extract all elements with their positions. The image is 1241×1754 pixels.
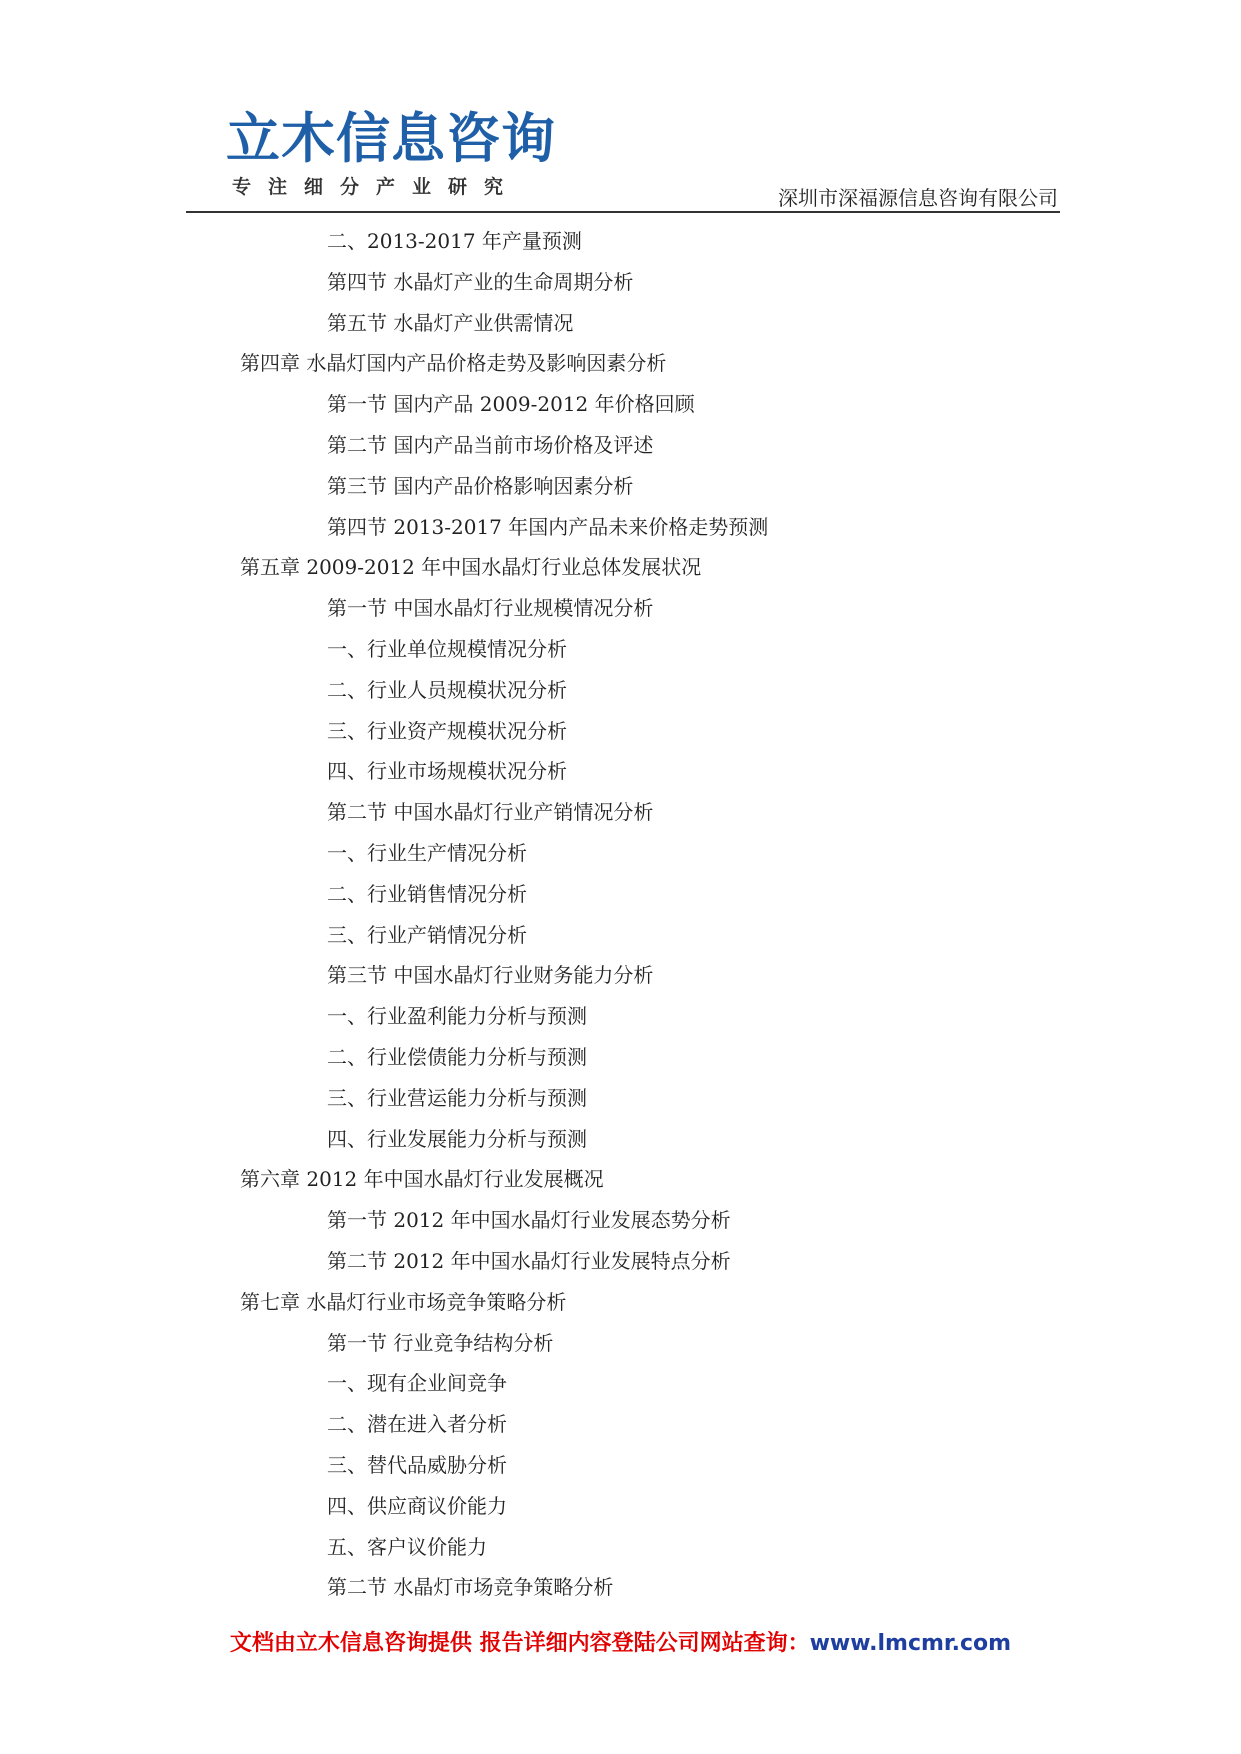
logo-subtitle: 专注细分产业研究 (232, 176, 521, 198)
toc-entry: 第四节 水晶灯产业的生命周期分析 (327, 269, 634, 294)
company-name: 深圳市深福源信息咨询有限公司 (778, 186, 1058, 210)
toc-entry: 四、行业发展能力分析与预测 (327, 1126, 587, 1151)
toc-entry: 第一节 中国水晶灯行业规模情况分析 (327, 596, 654, 621)
toc-entry: 四、供应商议价能力 (327, 1493, 507, 1518)
footer (0, 1626, 1241, 1657)
toc-entry: 二、行业偿债能力分析与预测 (327, 1044, 587, 1069)
toc-entry: 第二节 2012 年中国水晶灯行业发展特点分析 (327, 1248, 731, 1273)
toc-entry: 五、客户议价能力 (327, 1534, 487, 1559)
toc-entry: 三、行业资产规模状况分析 (327, 718, 567, 743)
toc-chapter: 第七章 水晶灯行业市场竞争策略分析 (240, 1289, 567, 1314)
toc-entry: 二、行业销售情况分析 (327, 881, 527, 906)
toc-entry: 一、行业盈利能力分析与预测 (327, 1004, 587, 1029)
footer-text: 文档由立木信息咨询提供 报告详细内容登陆公司网站查询： (229, 1631, 810, 1656)
toc-entry: 第一节 2012 年中国水晶灯行业发展态势分析 (327, 1208, 731, 1233)
toc-entry: 三、行业产销情况分析 (327, 922, 527, 947)
toc-entry: 四、行业市场规模状况分析 (327, 759, 567, 784)
footer-website-link[interactable]: www.lmcmr.com (809, 1631, 1012, 1656)
toc-chapter: 第六章 2012 年中国水晶灯行业发展概况 (240, 1167, 604, 1192)
toc-entry: 第一节 行业竞争结构分析 (327, 1330, 554, 1355)
toc-entry: 一、现有企业间竞争 (327, 1371, 507, 1396)
toc-chapter: 第五章 2009-2012 年中国水晶灯行业总体发展状况 (240, 555, 702, 580)
table-of-contents (0, 224, 1241, 1611)
toc-entry: 第二节 水晶灯市场竞争策略分析 (327, 1575, 614, 1600)
logo (226, 108, 556, 199)
toc-chapter: 第四章 水晶灯国内产品价格走势及影响因素分析 (240, 351, 667, 376)
toc-entry: 第二节 国内产品当前市场价格及评述 (327, 432, 654, 457)
toc-entry: 三、行业营运能力分析与预测 (327, 1085, 587, 1110)
toc-entry: 第二节 中国水晶灯行业产销情况分析 (327, 800, 654, 825)
header-divider (186, 211, 1060, 213)
toc-entry: 三、替代品威胁分析 (327, 1452, 507, 1477)
toc-entry: 二、2013-2017 年产量预测 (327, 229, 582, 253)
toc-entry: 第四节 2013-2017 年国内产品未来价格走势预测 (327, 514, 769, 539)
toc-entry: 第三节 中国水晶灯行业财务能力分析 (327, 963, 654, 988)
toc-entry: 一、行业生产情况分析 (327, 840, 527, 865)
toc-entry: 第三节 国内产品价格影响因素分析 (327, 473, 634, 498)
toc-entry: 二、行业人员规模状况分析 (327, 677, 567, 702)
toc-entry: 一、行业单位规模情况分析 (327, 636, 567, 661)
logo-title: 立木信息咨询 (226, 106, 556, 170)
toc-entry: 第一节 国内产品 2009-2012 年价格回顾 (327, 392, 695, 417)
toc-entry: 二、潜在进入者分析 (327, 1412, 507, 1437)
toc-entry: 第五节 水晶灯产业供需情况 (327, 310, 574, 335)
